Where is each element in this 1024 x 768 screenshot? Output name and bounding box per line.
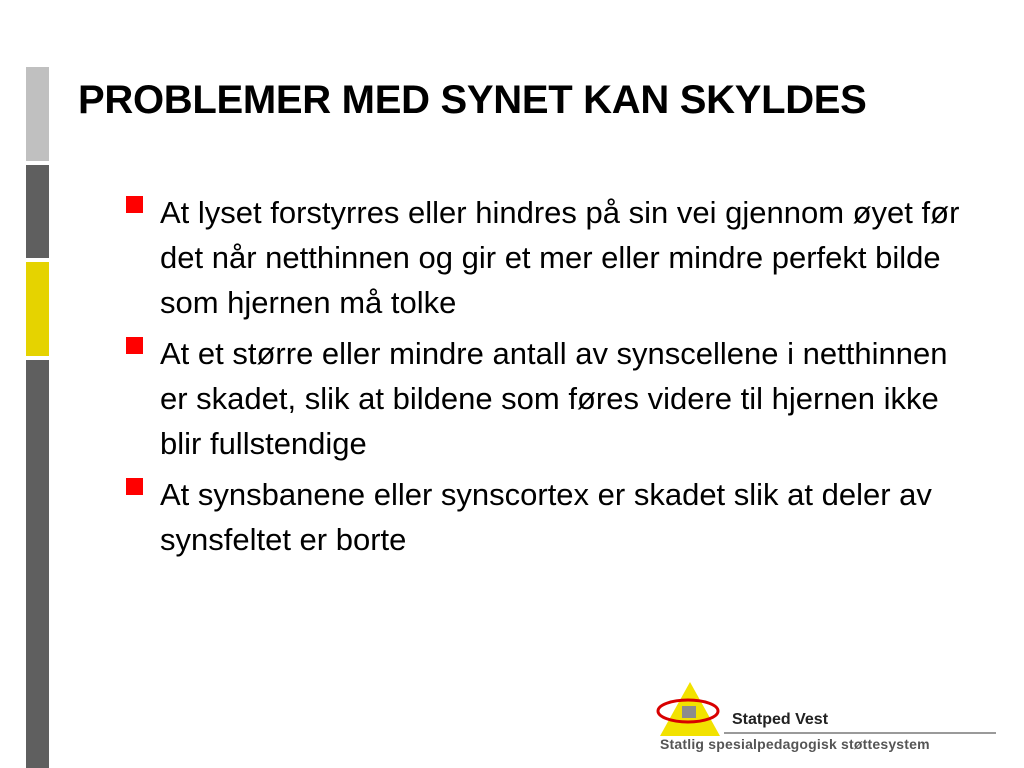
bullet-text: At synsbanene eller synscortex er skadet slik at deler av synsfeltet er borte (160, 477, 932, 557)
bullet-item (126, 331, 966, 466)
bullet-item (126, 472, 966, 562)
red-square-bullet-icon (126, 196, 143, 213)
statped-logo (654, 678, 998, 758)
bullet-item (126, 190, 966, 325)
bullet-text: At et større eller mindre antall av synscellene i netthinnen er skadet, slik at bildene som føres videre til hjernen ikke blir fullstendige (160, 336, 948, 461)
bullet-list (126, 190, 966, 568)
side-bar-segment-light-gray (26, 67, 49, 161)
red-square-bullet-icon (126, 478, 143, 495)
side-bar-segment-dark-gray (26, 165, 49, 258)
side-bar-segment-yellow (26, 262, 49, 356)
statped-triangle-logo-icon (654, 678, 730, 738)
logo-tagline: Statlig spesialpedagogisk støttesystem (660, 736, 930, 752)
logo-name: Statped Vest (732, 711, 829, 728)
logo-divider (724, 732, 996, 734)
side-bar-segment-dark-gray-lower (26, 360, 49, 768)
slide-title: PROBLEMER MED SYNET KAN SKYLDES (78, 78, 867, 122)
bullet-text: At lyset forstyrres eller hindres på sin vei gjennom øyet før det når netthinnen og gir et mer eller mindre perfekt bilde som hjernen må tolke (160, 195, 960, 320)
red-square-bullet-icon (126, 337, 143, 354)
